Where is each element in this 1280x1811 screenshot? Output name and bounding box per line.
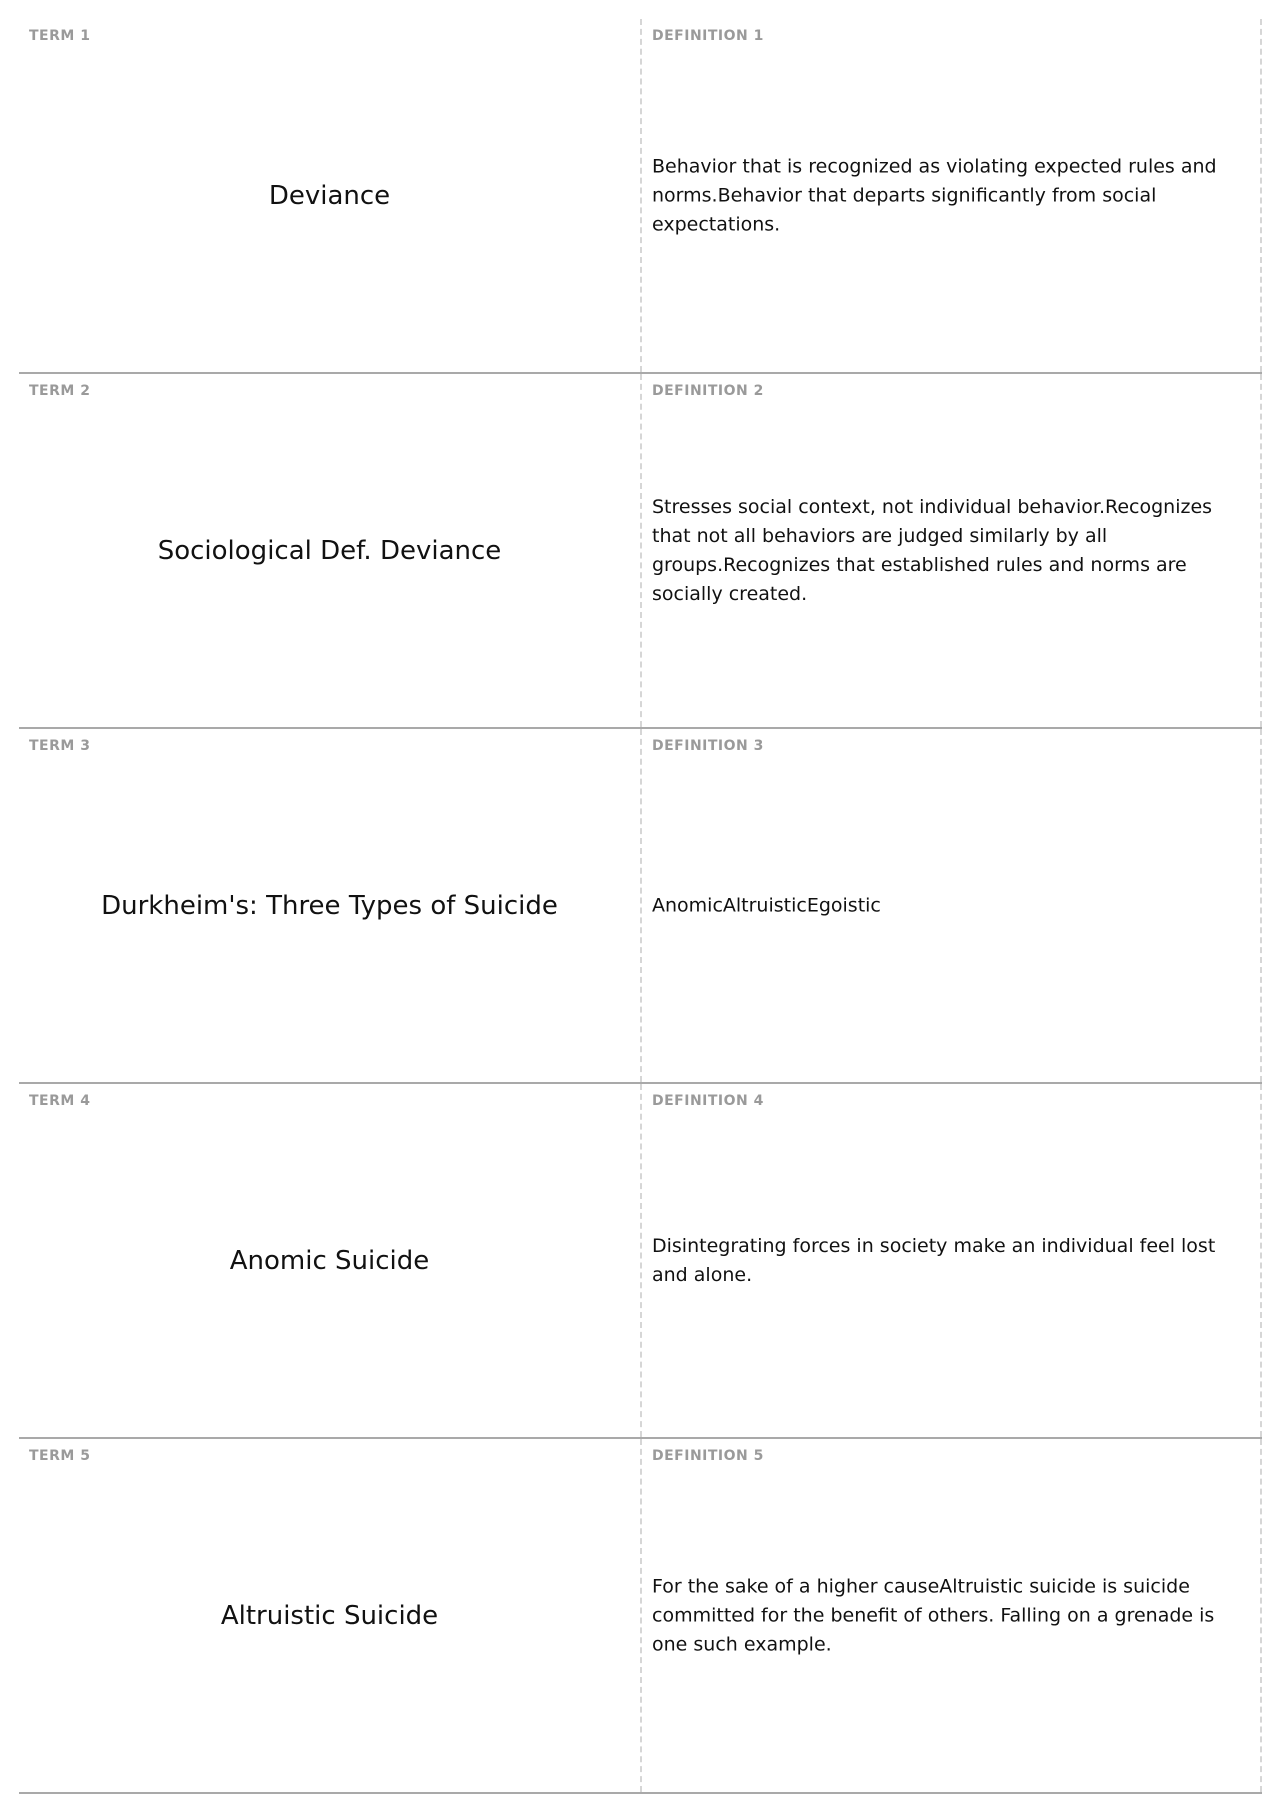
term-text: Anomic Suicide xyxy=(229,1245,430,1276)
term-cell xyxy=(19,1084,642,1437)
term-cell xyxy=(19,729,642,1082)
definition-cell xyxy=(642,729,1262,1082)
term-text: Durkheim's: Three Types of Suicide xyxy=(101,890,558,921)
term-cell xyxy=(19,374,642,727)
definition-text: Stresses social context, not individual behavior.Recognizes that not all behaviors are judged similarly by all groups.Recognizes that established rules and norms are socially created. xyxy=(652,495,1213,605)
definition-text: Behavior that is recognized as violating expected rules and norms.Behavior that departs significantly from social expectations. xyxy=(652,155,1217,235)
definition-cell xyxy=(642,374,1262,727)
term-label: TERM 5 xyxy=(29,1448,91,1464)
flashcard-row xyxy=(19,374,1262,729)
definition-text: Disintegrating forces in society make an individual feel lost and alone. xyxy=(652,1234,1216,1286)
term-label: TERM 3 xyxy=(29,738,91,754)
term-cell xyxy=(19,1439,642,1792)
flashcard-sheet xyxy=(19,19,1262,1794)
term-label: TERM 1 xyxy=(29,28,91,44)
definition-label: DEFINITION 1 xyxy=(652,28,764,44)
term-text: Altruistic Suicide xyxy=(220,1600,439,1631)
definition-label: DEFINITION 3 xyxy=(652,738,764,754)
definition-text: AnomicAltruisticEgoistic xyxy=(652,894,881,916)
definition-label: DEFINITION 2 xyxy=(652,383,764,399)
definition-label: DEFINITION 5 xyxy=(652,1448,764,1464)
term-label: TERM 4 xyxy=(29,1093,91,1109)
flashcard-row xyxy=(19,729,1262,1084)
definition-cell xyxy=(642,1084,1262,1437)
term-text: Deviance xyxy=(268,180,391,211)
definition-cell xyxy=(642,1439,1262,1792)
definition-cell xyxy=(642,19,1262,372)
flashcard-row xyxy=(19,1439,1262,1794)
definition-text: For the sake of a higher causeAltruistic suicide is suicide committed for the benefit of others. Falling on a grenade is one such example. xyxy=(652,1575,1215,1655)
term-text: Sociological Def. Deviance xyxy=(157,535,502,566)
flashcard-row xyxy=(19,19,1262,374)
term-label: TERM 2 xyxy=(29,383,91,399)
flashcard-row xyxy=(19,1084,1262,1439)
term-cell xyxy=(19,19,642,372)
definition-label: DEFINITION 4 xyxy=(652,1093,764,1109)
